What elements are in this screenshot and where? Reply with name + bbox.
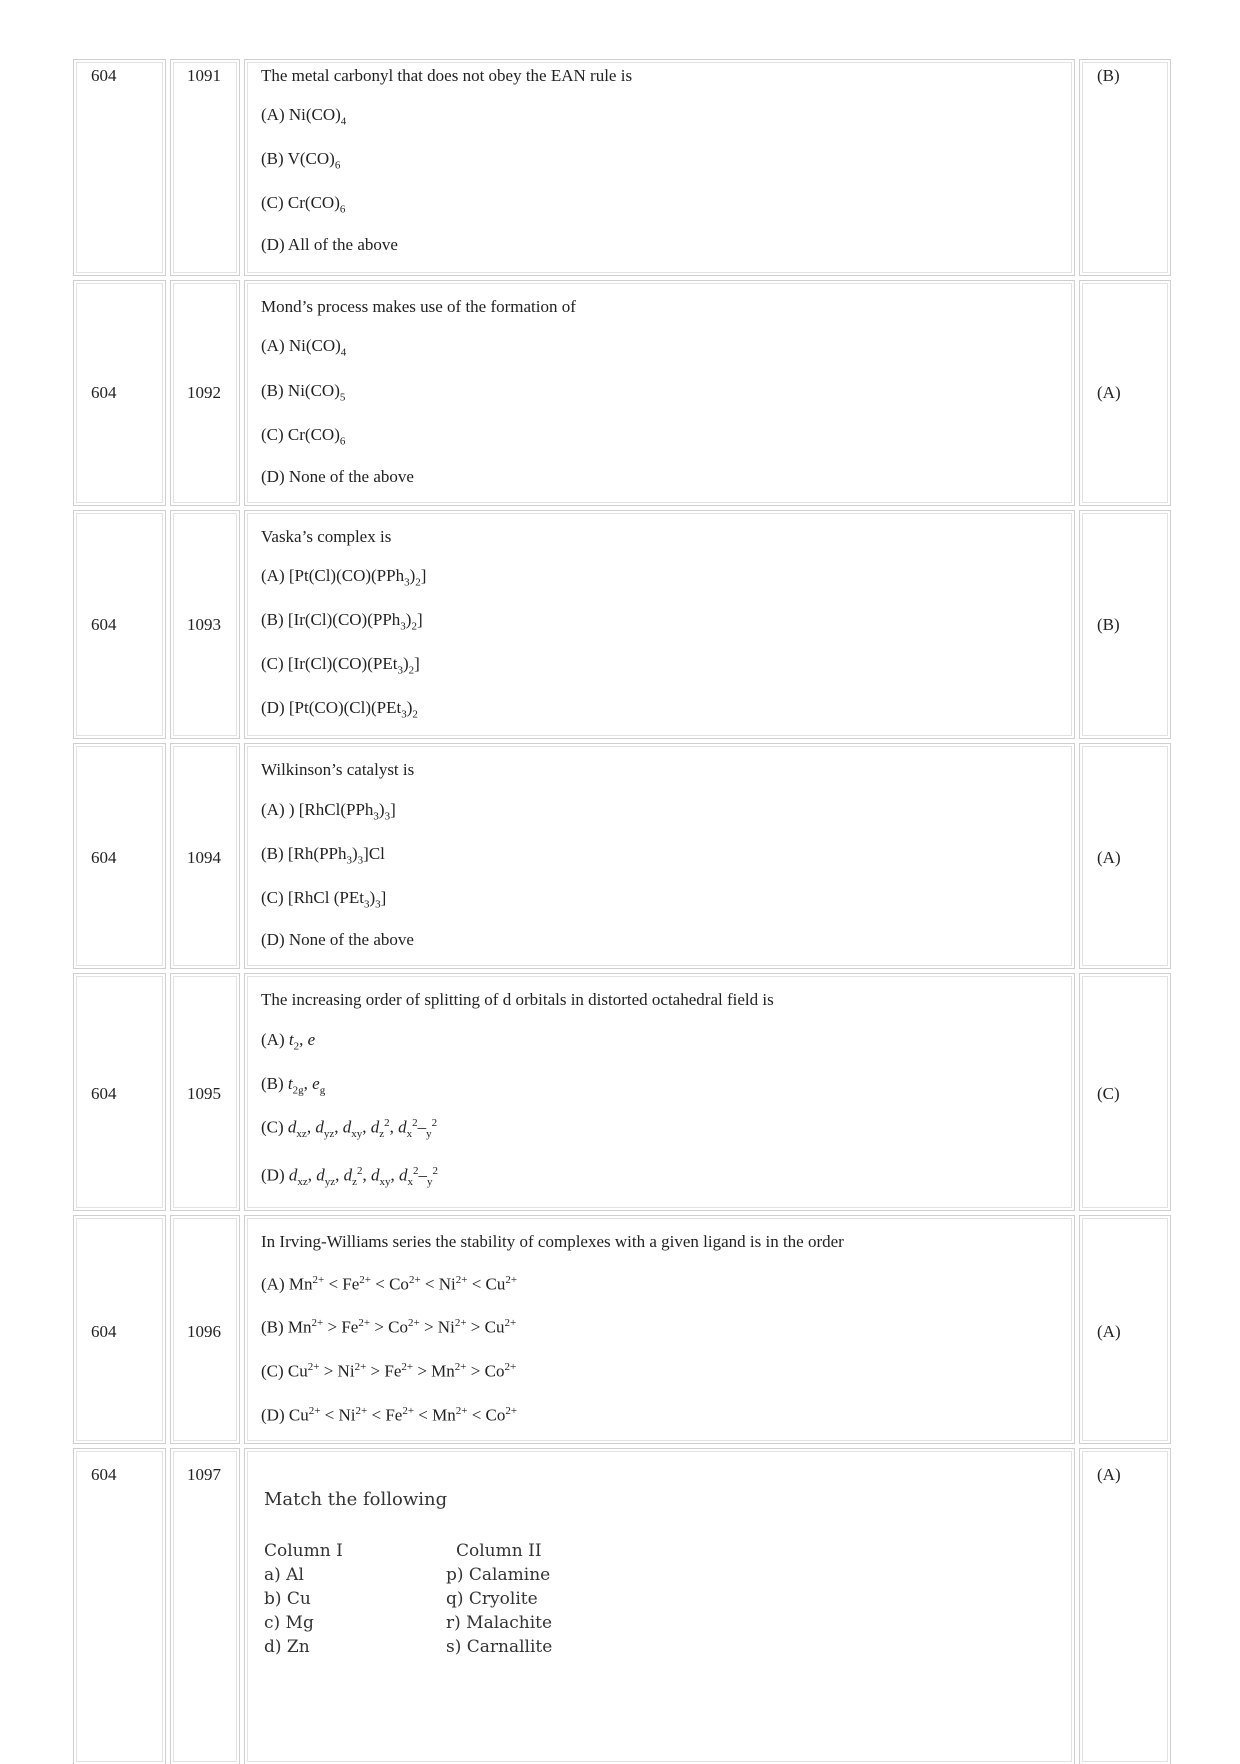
column-ii-item: s) Carnallite [446, 1637, 553, 1657]
question-number-cell [170, 1448, 240, 1764]
subject-code: 604 [91, 1084, 117, 1103]
option-b: (B) $[Rh(PPh_3)_3]Cl$ [261, 844, 385, 867]
subject-code: 604 [91, 383, 117, 402]
subject-code: 604 [91, 1465, 117, 1484]
question-cell [244, 1215, 1075, 1444]
question-text: The metal carbonyl that does not obey the EAN rule is [261, 66, 633, 85]
option-c: (C) $[Ir(Cl)(CO)(PEt_3)_2]$ [261, 654, 420, 677]
option-c: (C) $Cr(CO)_6$ [261, 193, 346, 216]
question-cell [244, 743, 1075, 969]
column-ii-item: r) Malachite [446, 1613, 553, 1633]
answer-cell [1079, 973, 1171, 1211]
question-text: Wilkinson’s catalyst is [261, 760, 415, 779]
answer: (C) [1097, 1084, 1120, 1103]
question-number-cell [170, 1215, 240, 1444]
option-a: (A) $[Pt(Cl)(CO)(PPh_3)_2]$ [261, 566, 427, 589]
answer-cell [1079, 280, 1171, 506]
column-ii [446, 1539, 552, 1659]
question-number: 1091 [187, 66, 221, 85]
answer: (A) [1097, 383, 1121, 402]
column-i-item: a) Al [264, 1565, 304, 1585]
answer-cell [1079, 1215, 1171, 1444]
answer-cell [1079, 743, 1171, 969]
answer-cell [1079, 59, 1171, 276]
subject-code-cell [73, 743, 166, 969]
question-number-cell [170, 280, 240, 506]
question-cell [244, 280, 1075, 506]
question-text: Mond’s process makes use of the formation of [261, 297, 576, 316]
option-b: (B) $t_{2g}$, $e_g$ [261, 1074, 326, 1097]
table-row [73, 1211, 1171, 1444]
option-c: (C) $Cu^{2+} > Ni^{2+} > Fe^{2+} > Mn^{2+} > Co^{2+}$ [261, 1361, 517, 1381]
column-ii-header: Column II [456, 1541, 542, 1561]
option-c: (C) $Cr(CO)_6$ [261, 425, 346, 448]
table-row [73, 969, 1171, 1211]
option-d: (D) [$Pt(CO)(Cl)(PEt_3)_2$ [261, 698, 418, 721]
column-ii-item: q) Cryolite [446, 1589, 538, 1609]
question-number-cell [170, 510, 240, 739]
subject-code: 604 [91, 66, 117, 85]
option-d: (D) None of the above [261, 930, 414, 949]
option-a: (A) $Ni(CO)_4$ [261, 336, 347, 359]
column-i [264, 1539, 343, 1659]
subject-code: 604 [91, 615, 117, 634]
question-text: The increasing order of splitting of d orbitals in distorted octahedral field is [261, 990, 774, 1009]
option-d: (D) $Cu^{2+} < Ni^{2+} < Fe^{2+} < Mn^{2+} < Co^{2+}$ [261, 1405, 518, 1425]
question-text: Vaska’s complex is [261, 527, 392, 546]
column-i-header: Column I [264, 1541, 343, 1561]
question-number: 1094 [187, 848, 221, 867]
option-b: (B) $V(CO)_6$ [261, 149, 341, 172]
option-a: (A) $Mn^{2+} < Fe^{2+} < Co^{2+} < Ni^{2+} < Cu^{2+}$ [261, 1274, 518, 1294]
question-cell [244, 59, 1075, 276]
answer-cell [1079, 1448, 1171, 1764]
question-number: 1097 [187, 1465, 221, 1484]
match-title: Match the following [264, 1489, 448, 1510]
option-d: (D) All of the above [261, 235, 398, 254]
question-cell [244, 1448, 1075, 1764]
option-b: (B) $[Ir(Cl)(CO)(PPh_3)_2]$ [261, 610, 423, 633]
question-cell [244, 510, 1075, 739]
question-text: In Irving-Williams series the stability of complexes with a given ligand is in the order [261, 1232, 844, 1251]
question-number: 1095 [187, 1084, 221, 1103]
subject-code-cell [73, 973, 166, 1211]
subject-code: 604 [91, 848, 117, 867]
table-row [73, 59, 1171, 276]
subject-code: 604 [91, 1322, 117, 1341]
question-number-cell [170, 59, 240, 276]
table-row [73, 506, 1171, 739]
answer: (B) [1097, 615, 1120, 634]
question-number-cell [170, 743, 240, 969]
option-d: (D) $d_{xz}$, $d_{yz}$, $d_z^2$, $d_{xy}$, $d_x^2-_y^2$ [261, 1165, 439, 1189]
subject-code-cell [73, 1215, 166, 1444]
answer: (A) [1097, 848, 1121, 867]
question-number: 1096 [187, 1322, 221, 1341]
option-a: (A) $t_2$, e [261, 1030, 316, 1053]
question-number: 1092 [187, 383, 221, 402]
option-b: (B) $Mn^{2+} > Fe^{2+} > Co^{2+} > Ni^{2+} > Cu^{2+}$ [261, 1317, 517, 1337]
question-cell [244, 973, 1075, 1211]
table-row [73, 1444, 1171, 1764]
answer-cell [1079, 510, 1171, 739]
subject-code-cell [73, 59, 166, 276]
option-d: (D) None of the above [261, 467, 414, 486]
subject-code-cell [73, 280, 166, 506]
option-a: (A) ) $[RhCl(PPh_3)_3]$ [261, 800, 396, 823]
subject-code-cell [73, 510, 166, 739]
column-i-item: b) Cu [264, 1589, 311, 1609]
column-i-item: d) Zn [264, 1637, 310, 1657]
column-ii-item: p) Calamine [446, 1565, 551, 1585]
option-c: (C) [RhCl $(PEt_3)_3$] [261, 888, 387, 911]
option-b: (B) $Ni(CO)_5$ [261, 381, 346, 404]
table-row [73, 739, 1171, 969]
question-number-cell [170, 973, 240, 1211]
column-i-item: c) Mg [264, 1613, 314, 1633]
table-row [73, 276, 1171, 506]
question-number: 1093 [187, 615, 221, 634]
answer: (A) [1097, 1322, 1121, 1341]
subject-code-cell [73, 1448, 166, 1764]
option-a: (A) $Ni(CO)_4$ [261, 105, 347, 128]
option-c: (C) $d_{xz}$, $d_{yz}$, $d_{xy}$, $d_z^2$, $d_x^2-_y^2$ [261, 1117, 438, 1141]
answer: (B) [1097, 66, 1120, 85]
answer: (A) [1097, 1465, 1121, 1484]
